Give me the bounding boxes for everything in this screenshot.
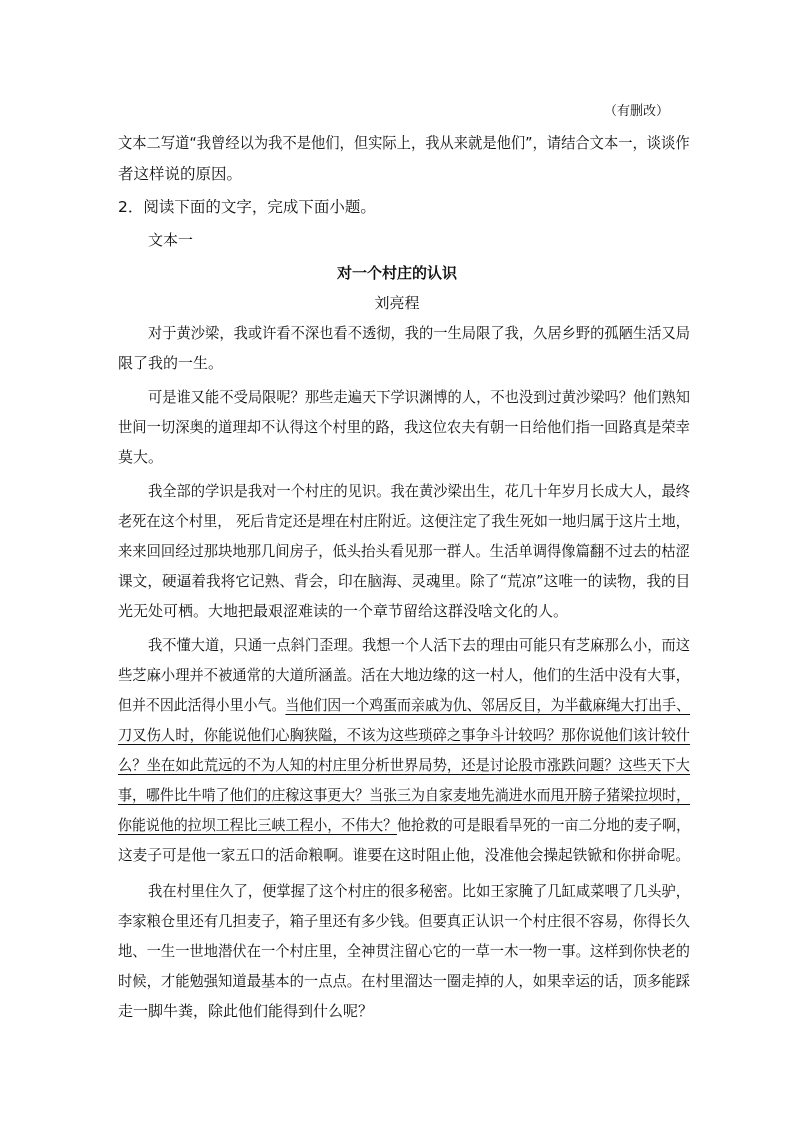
underlined-sentence-part-1: 当他们因一个鸡蛋而亲戚为仇、邻居反目，为半截麻绳大打出手、 — [285, 696, 691, 714]
paragraph-5-line-5: 走一脚牛粪，除此他们能得到什么呢？ — [118, 1002, 374, 1020]
underlined-sentence-line-2: 刀叉伤人时，你能说他们心胸狭隘，不该为这些琐碎之事争斗计较吗？那你说他们该计较什 — [118, 726, 690, 744]
paragraph-3-line-1: 我全部的学识是我对一个村庄的见识。我在黄沙梁出生，花几十年岁月长成大人，最终 — [148, 482, 691, 500]
article-title: 对一个村庄的认识 — [336, 264, 457, 282]
paragraph-4-line-8: 这麦子可是他一家五口的活命粮啊。谁要在这时阻止他，没准他会操起铁锨和你拼命呢。 — [118, 846, 691, 864]
paragraph-5-line-1: 我在村里住久了，便掌握了这个村庄的很多秘密。比如王家腌了几缸咸菜喂了几头驴， — [148, 882, 691, 900]
paragraph-5-line-4: 时候，才能勉强知道最基本的一点点。在村里溜达一圈走掉的人，如果幸运的话，顶多能踩 — [118, 972, 690, 990]
question-2-heading: 2．阅读下面的文字，完成下面小题。 — [118, 198, 376, 216]
paragraph-4-line-1: 我不懂大道，只通一点斜门歪理。我想一个人活下去的理由可能只有芝麻那么小，而这 — [148, 636, 691, 654]
paragraph-4-line-7 — [118, 814, 690, 836]
paragraph-4-line-7-plain: 他抢救的可是眼看旱死的一亩二分地的麦子啊， — [397, 816, 691, 834]
article-author: 刘亮程 — [374, 294, 420, 312]
paragraph-5-line-2: 李家粮仓里还有几担麦子，箱子里还有多少钱。但要真正认识一个村庄很不容易，你得长久 — [118, 912, 690, 930]
paragraph-1-line-2: 限了我的一生。 — [118, 354, 224, 372]
paragraph-4-line-2: 些芝麻小理并不被通常的大道所涵盖。活在大地边缘的这一村人，他们的生活中没有大事， — [118, 666, 690, 684]
question-1-line-2: 者这样说的原因。 — [118, 165, 243, 183]
question-1-line-1: 文本二写道“我曾经以为我不是他们，但实际上，我从来就是他们”，请结合文本一，谈谈作 — [118, 134, 690, 152]
paragraph-2-line-3: 莫大。 — [118, 448, 164, 466]
paragraph-5-line-3: 地、一生一世地潜伏在一个村庄里，全神贯注留心它的一草一木一物一事。这样到你快老的 — [118, 942, 690, 960]
paragraph-4-line-3-plain: 但并不因此活得小里小气。 — [118, 696, 286, 714]
paragraph-2-line-2: 世间一切深奥的道理却不认得这个村里的路，我这位农夫有朝一日给他们指一回路真是荣幸 — [118, 418, 690, 436]
underlined-sentence-end: 你能说他的拉坝工程比三峡工程小，不伟大？ — [118, 816, 398, 834]
paragraph-1-line-1: 对于黄沙梁，我或许看不深也看不透彻，我的一生局限了我，久居乡野的孤陋生活又局 — [148, 324, 691, 342]
underlined-sentence-line-3: 么？坐在如此荒远的不为人知的村庄里分析世界局势，还是讨论股市涨跌问题？这些天下大 — [118, 756, 690, 774]
source-note: （有删改） — [603, 104, 669, 119]
paragraph-3-line-4: 课文，硬逼着我将它记熟、背会，印在脑海、灵魂里。除了“荒凉”这唯一的读物，我的目 — [118, 572, 691, 590]
paragraph-3-line-5: 光无处可栖。大地把最艰涩难读的一个章节留给这群没啥文化的人。 — [118, 602, 569, 620]
text-label: 文本一 — [148, 231, 194, 249]
paragraph-2-line-1: 可是谁又能不受局限呢？那些走遍天下学识渊博的人，不也没到过黄沙梁吗？他们熟知 — [148, 388, 691, 406]
underlined-sentence-line-4: 事，哪件比牛啃了他们的庄稼这事更大？当张三为自家麦地先淌进水而甩开膀子猪梁拉坝时， — [118, 786, 691, 804]
paragraph-3-line-3: 来来回回经过那块地那几间房子，低头抬头看见那一群人。生活单调得像篇翻不过去的枯涩 — [118, 542, 690, 560]
paragraph-3-line-2: 老死在这个村里， 死后肯定还是埋在村庄附近。这便注定了我生死如一地归属于这片土地， — [118, 512, 690, 530]
paragraph-4-line-3 — [118, 694, 690, 716]
